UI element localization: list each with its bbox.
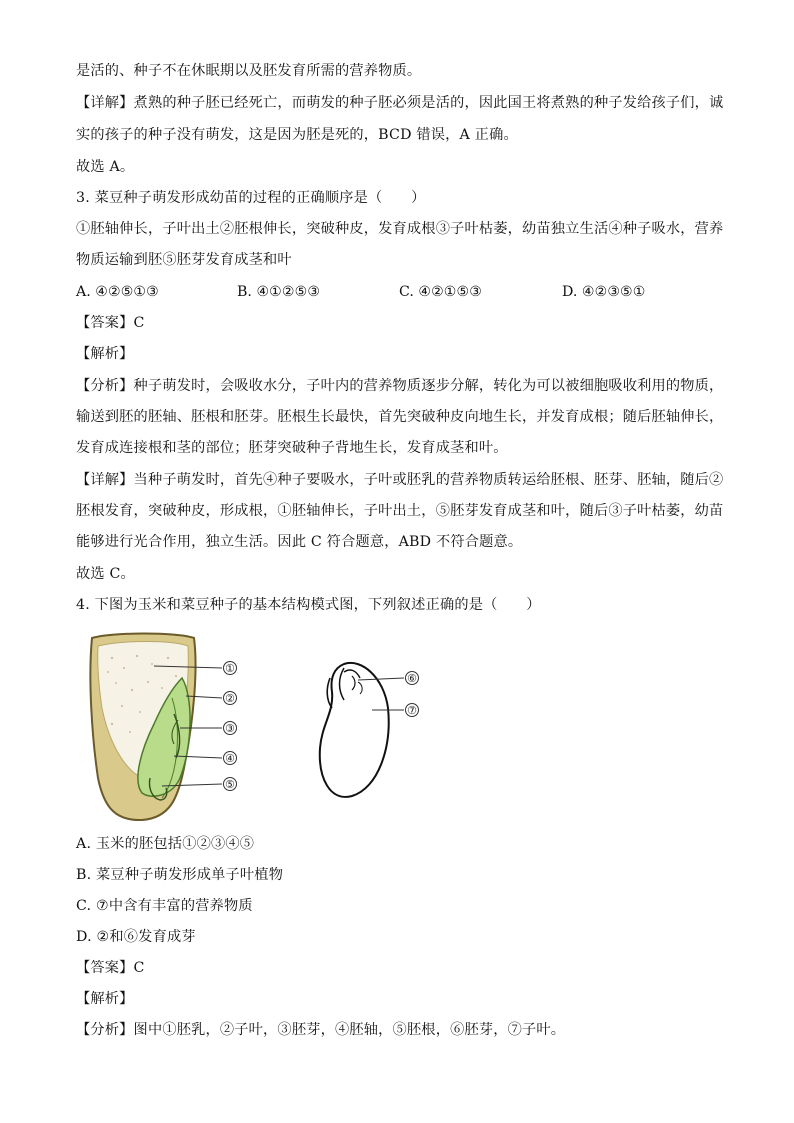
text-line: 是活的、种子不在休眠期以及胚发育所需的营养物质。	[76, 63, 422, 79]
q3-option-b: B. ④①②⑤③	[237, 284, 321, 300]
question-3-stem: ①胚轴伸长，子叶出土②胚根伸长，突破种皮，发育成根③子叶枯萎，幼苗独立生活④种子吸水，营养	[76, 221, 724, 237]
analysis-line: 输送到胚的胚轴、胚根和胚芽。胚根生长最快，首先突破种皮向地生长，并发育成根；随后胚轴伸长，	[76, 409, 724, 425]
detail-line: 胚根发育，突破种皮，形成根，①胚轴伸长，子叶出土，⑤胚芽发育成茎和叶，随后③子叶枯萎，幼苗	[76, 503, 724, 519]
detail-line: 【详解】煮熟的种子胚已经死亡，而萌发的种子胚必须是活的，因此国王将煮熟的种子发给孩子们，诚	[76, 95, 724, 111]
question-3-stem: 物质运输到胚⑤胚芽发育成茎和叶	[76, 252, 292, 268]
seed-structure-figure	[82, 628, 442, 828]
question-3-title: 3. 菜豆种子萌发形成幼苗的过程的正确顺序是（ ）	[76, 190, 426, 206]
corn-label: ④	[225, 752, 235, 765]
answer-label: 【答案】C	[76, 960, 145, 976]
conclusion-line: 故选 A。	[76, 159, 135, 175]
text-line: 实的孩子的种子没有萌发，这是因为胚是死的，BCD 错误，A 正确。	[76, 127, 518, 143]
analysis-line: 【分析】图中①胚乳，②子叶，③胚芽，④胚轴，⑤胚根，⑥胚芽，⑦子叶。	[76, 1022, 566, 1038]
corn-seed-diagram	[90, 634, 236, 821]
corn-label: ①	[225, 662, 235, 675]
conclusion-line: 故选 C。	[76, 566, 135, 582]
analysis-line: 发育成连接根和茎的部位；胚芽突破种子背地生长，发育成茎和叶。	[76, 440, 508, 456]
corn-label: ⑤	[225, 778, 235, 791]
q3-option-a: A. ④②⑤①③	[76, 284, 159, 300]
bean-label: ⑦	[407, 704, 417, 717]
analysis-line: 【分析】种子萌发时，会吸收水分，子叶内的营养物质逐步分解，转化为可以被细胞吸收利用的物质，	[76, 378, 724, 394]
q3-option-d: D. ④②③⑤①	[562, 284, 646, 300]
bean-label: ⑥	[407, 672, 417, 685]
detail-line: 【详解】当种子萌发时，首先④种子要吸水，子叶或胚乳的营养物质转运给胚根、胚芽、胚轴，随后②	[76, 472, 724, 488]
q4-option-a: A. 玉米的胚包括①②③④⑤	[76, 836, 255, 852]
analysis-label: 【解析】	[76, 346, 134, 362]
detail-line: 能够进行光合作用，独立生活。因此 C 符合题意，ABD 不符合题意。	[76, 534, 523, 550]
question-4-title: 4. 下图为玉米和菜豆种子的基本结构模式图，下列叙述正确的是（ ）	[76, 597, 541, 613]
answer-label: 【答案】C	[76, 315, 145, 331]
corn-label: ②	[225, 692, 235, 705]
bean-seed-diagram	[320, 663, 419, 797]
q4-option-d: D. ②和⑥发育成芽	[76, 929, 196, 945]
corn-label: ③	[225, 722, 235, 735]
q3-option-c: C. ④②①⑤③	[399, 284, 482, 300]
q4-option-b: B. 菜豆种子萌发形成单子叶植物	[76, 867, 284, 883]
analysis-label: 【解析】	[76, 991, 134, 1007]
q4-option-c: C. ⑦中含有丰富的营养物质	[76, 898, 253, 914]
